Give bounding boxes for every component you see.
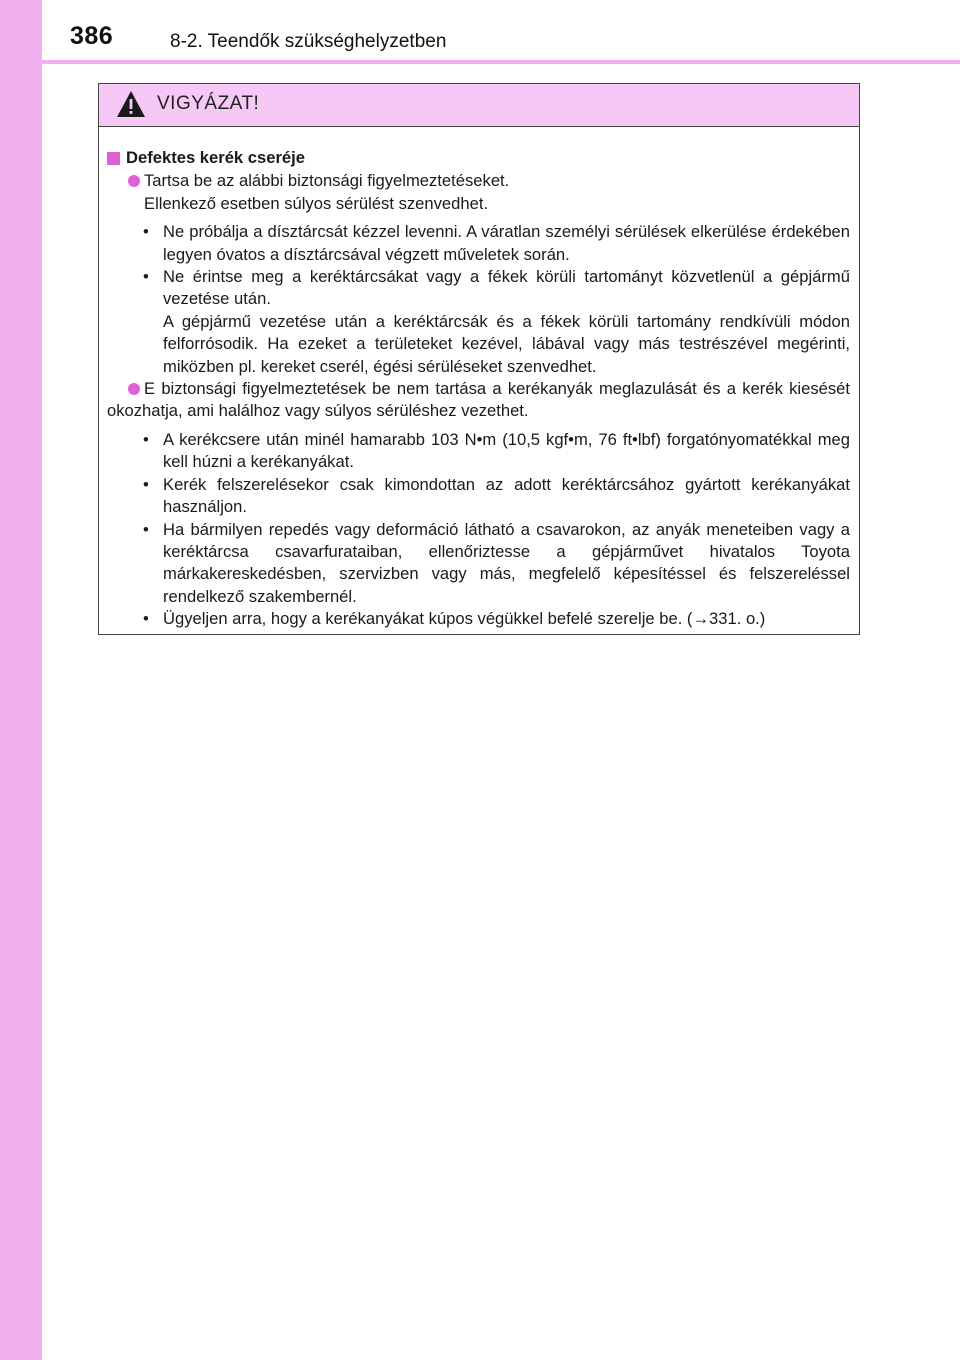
subheading [107,147,850,169]
list-item-text: Ne érintse meg a keréktárcsákat vagy a fékek körüli tartományt közvetlenül a gépjármű vezetése után. [163,267,850,309]
side-color-band [0,0,42,1360]
list-item-text: Kerék felszerelésekor csak kimondottan az adott keréktárcsához gyártott kerékanyákat használjon. [163,474,850,517]
list-item [107,474,850,519]
warning-header [99,84,859,127]
list-item-text: Ügyeljen arra, hogy a kerékanyákat kúpos végükkel befelé szerelje be. (→331. o.) [163,609,766,629]
square-bullet-icon [107,152,120,165]
list-item [107,519,850,609]
list-item [107,608,850,630]
circle-item-line: Tartsa be az alábbi biztonsági figyelmeztetéseket. [144,171,510,191]
bullet-dot-icon: • [143,474,149,494]
bullet-list [107,429,850,631]
list-item-text: Ne próbálja a dísztárcsát kézzel levenni. A váratlan személyi sérülések elkerülése érdekében legyen óvatos a dísztárcsával végzett műveletek során. [163,222,850,264]
list-item [107,266,850,378]
circle-item [107,170,850,215]
section-title: 8-2. Teendők szükséghelyzetben [170,31,447,52]
bullet-dot-icon: • [143,519,149,539]
list-item-text: Ha bármilyen repedés vagy deformáció látható a csavarokon, az anyák meneteiben vagy a keréktárcsa csavarfurataiban, ellenőriztesse a gépjárművet hivatalos Toyota márkakereskedésben, szervizben vagy más, megfelelő képesítéssel és felszereléssel rendelkező szakembernél. [163,519,850,606]
warning-body [99,127,859,631]
bullet-dot-icon: • [143,267,149,287]
warning-box [98,83,860,635]
bullet-dot-icon: • [143,609,149,629]
list-item-text: A kerékcsere után minél hamarabb 103 N•m (10,5 kgf•m, 76 ft•lbf) forgatónyomatékkal meg kell húzni a kerékanyákat. [163,429,850,472]
warning-triangle-icon [116,90,146,118]
list-item [107,221,850,266]
bullet-dot-icon: • [143,429,149,449]
circle-item-line: E biztonsági figyelmeztetések be nem tartása a kerékanyák meglazulását és a kerék kiesését okozhatja, ami halálhoz vagy súlyos sérüléshez vezethet. [107,379,850,421]
bullet-dot-icon: • [143,222,149,242]
circle-bullet-icon [128,383,140,395]
header-rule [42,60,960,64]
page-number: 386 [70,22,114,50]
list-item [107,429,850,474]
bullet-list [107,221,850,378]
circle-item [107,378,850,423]
circle-item-line: Ellenkező esetben súlyos sérülést szenvedhet. [144,193,489,213]
warning-title: VIGYÁZAT! [157,93,260,114]
subheading-text: Defektes kerék cseréje [126,148,305,167]
circle-bullet-icon [128,175,140,187]
list-item-text: A gépjármű vezetése után a keréktárcsák és a fékek körüli tartomány rendkívüli módon felforrósodik. Ha ezeket a területeket kezével, lábával vagy más testrészével megérinti, miközben pl. kereket cserél, égési sérüléseket szenvedhet. [163,311,850,376]
